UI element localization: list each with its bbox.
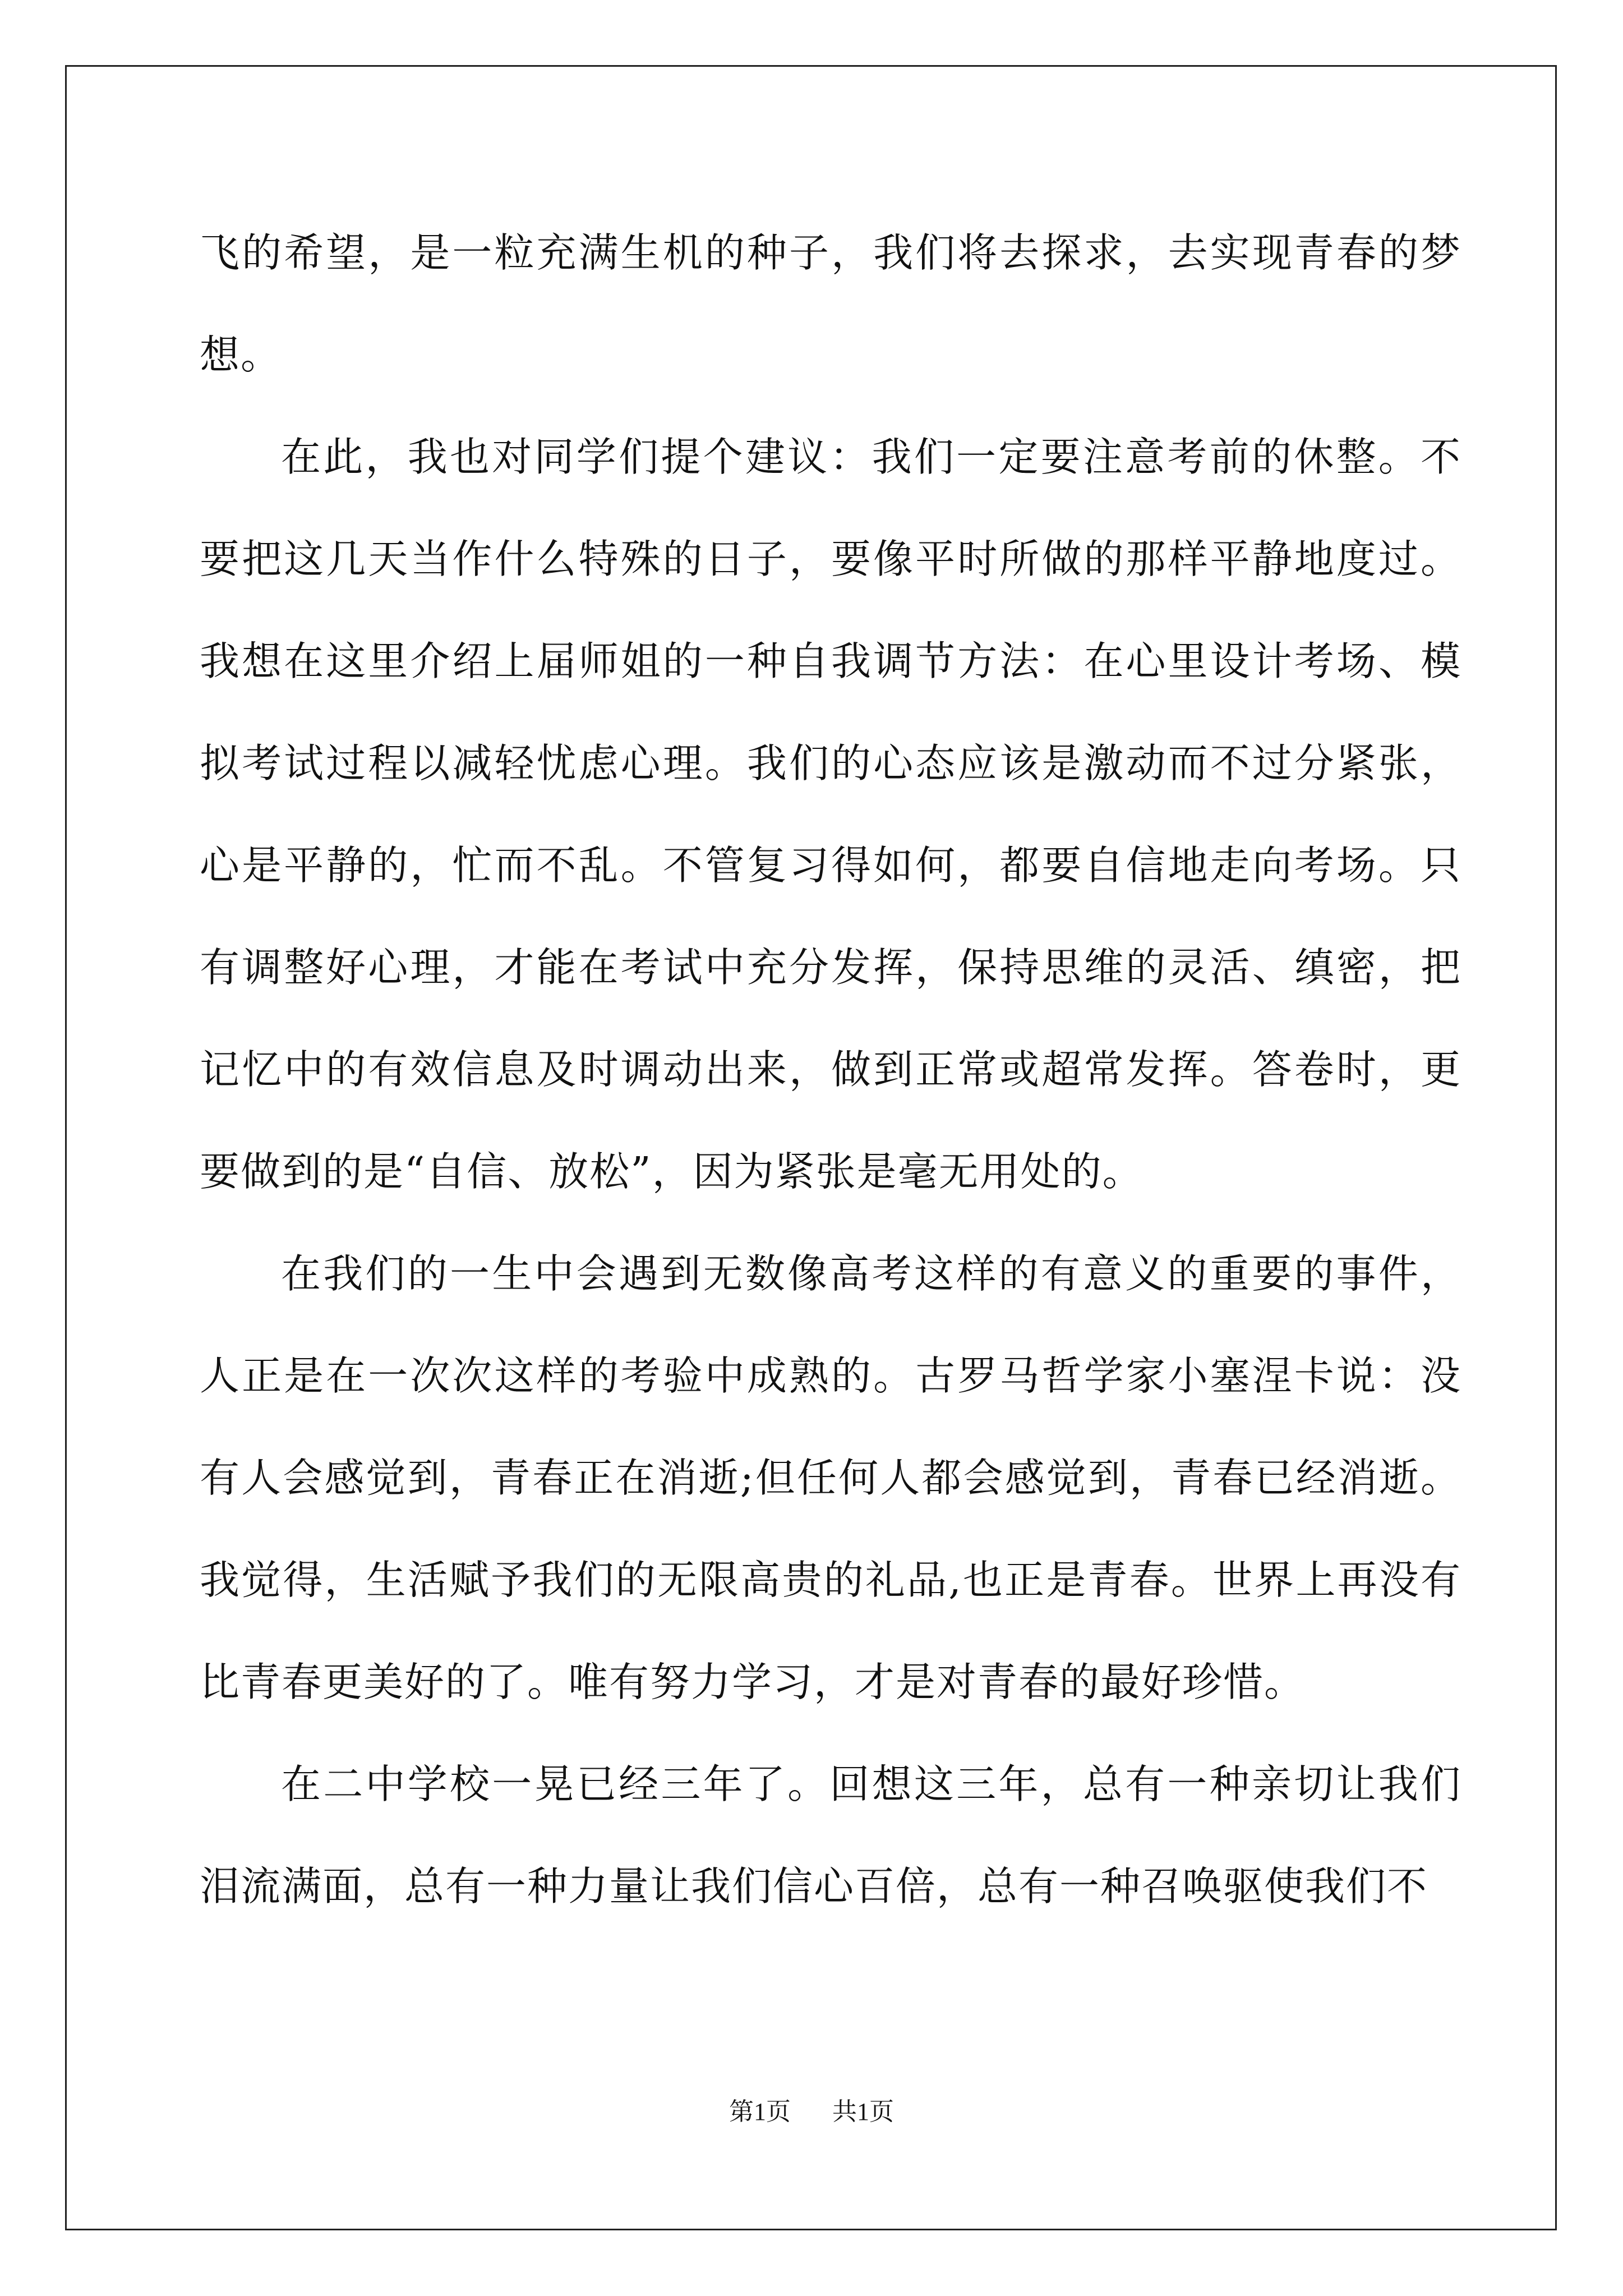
- paragraph-3: 在我们的一生中会遇到无数像高考这样的有意义的重要的事件，人正是在一次次这样的考验中成熟的。古罗马哲学家小塞涅卡说：没有人会感觉到，青春正在消逝;但任何人都会感觉到，青春已经消逝。我觉得，生活赋予我们的无限高贵的礼品,也正是青春。世界上再没有比青春更美好的了。唯有努力学习，才是对青春的最好珍惜。: [200, 1250, 1461, 1705]
- page-total: 共1页: [832, 2098, 894, 2125]
- page-footer: [0, 2091, 1623, 2127]
- document-body: [200, 202, 1461, 1938]
- paragraph-4: 在二中学校一晃已经三年了。回想这三年，总有一种亲切让我们泪流满面，总有一种力量让我们信心百倍，总有一种召唤驱使我们不: [200, 1761, 1461, 1910]
- paragraph-2: 在此，我也对同学们提个建议：我们一定要注意考前的休整。不要把这几天当作什么特殊的日子，要像平时所做的那样平静地度过。我想在这里介绍上届师姐的一种自我调节方法：在心里设计考场、模拟考试过程以减轻忧虑心理。我们的心态应该是激动而不过分紧张，心是平静的，忙而不乱。不管复习得如何，都要自信地走向考场。只有调整好心理，才能在考试中充分发挥，保持思维的灵活、缜密，把记忆中的有效信息及时调动出来，做到正常或超常发挥。答卷时，更要做到的是“自信、放松”，因为紧张是毫无用处的。: [200, 434, 1461, 1195]
- paragraph-1: 飞的希望，是一粒充满生机的种子，我们将去探求，去实现青春的梦想。: [200, 229, 1461, 378]
- page-number: 第1页: [729, 2098, 791, 2125]
